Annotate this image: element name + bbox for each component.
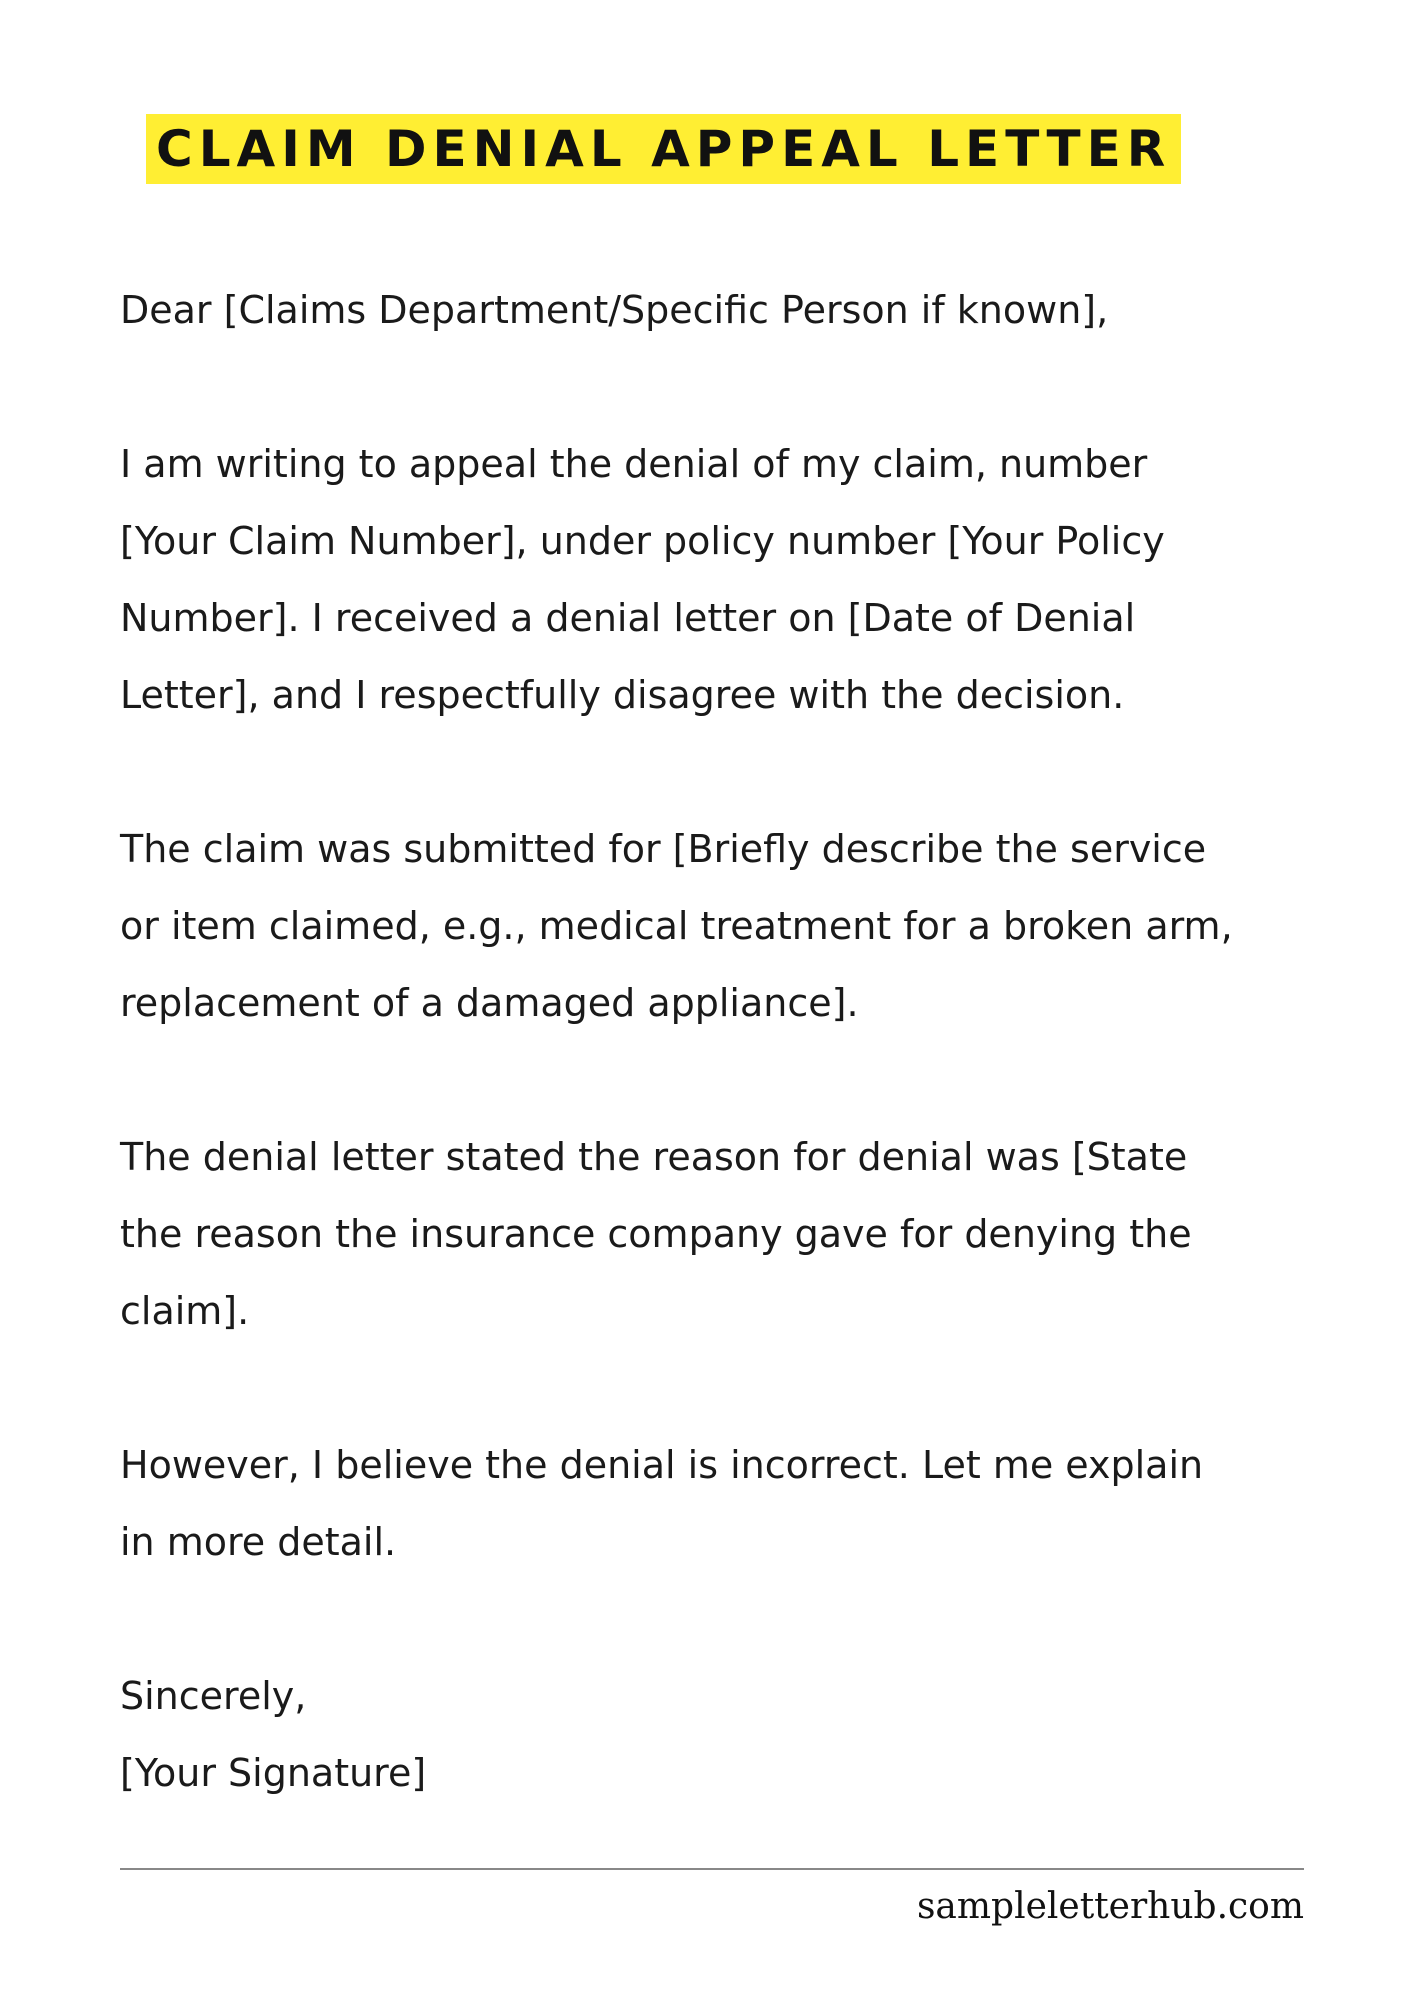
paragraph-2-line-1: The claim was submitted for [Briefly describe the service	[120, 827, 1207, 871]
paragraph-1-line-1: I am writing to appeal the denial of my claim, number	[120, 442, 1148, 486]
letter-body	[120, 272, 1360, 1812]
paragraph-4-line-2: in more detail.	[120, 1520, 397, 1564]
paragraph-2-line-3: replacement of a damaged appliance].	[120, 981, 859, 1025]
paragraph-2-line-2: or item claimed, e.g., medical treatment for a broken arm,	[120, 904, 1233, 948]
paragraph-3-line-3: claim].	[120, 1289, 250, 1333]
signature-placeholder: [Your Signature]	[120, 1751, 427, 1795]
footer-divider	[120, 1868, 1304, 1870]
paragraph-4-line-1: However, I believe the denial is incorrect. Let me explain	[120, 1443, 1204, 1487]
closing: Sincerely,	[120, 1674, 307, 1718]
paragraph-1-line-2: [Your Claim Number], under policy number [Your Policy	[120, 519, 1165, 563]
paragraph-3-line-1: The denial letter stated the reason for denial was [State	[120, 1135, 1188, 1179]
salutation: Dear [Claims Department/Specific Person if known],	[120, 288, 1109, 332]
title-highlight	[146, 114, 1181, 184]
footer-site: sampleletterhub.com	[916, 1886, 1304, 1927]
paragraph-3-line-2: the reason the insurance company gave for denying the	[120, 1212, 1192, 1256]
paragraph-1-line-3: Number]. I received a denial letter on [Date of Denial	[120, 596, 1136, 640]
page-title: CLAIM DENIAL APPEAL LETTER	[156, 120, 1172, 178]
paragraph-1-line-4: Letter], and I respectfully disagree with the decision.	[120, 673, 1125, 717]
